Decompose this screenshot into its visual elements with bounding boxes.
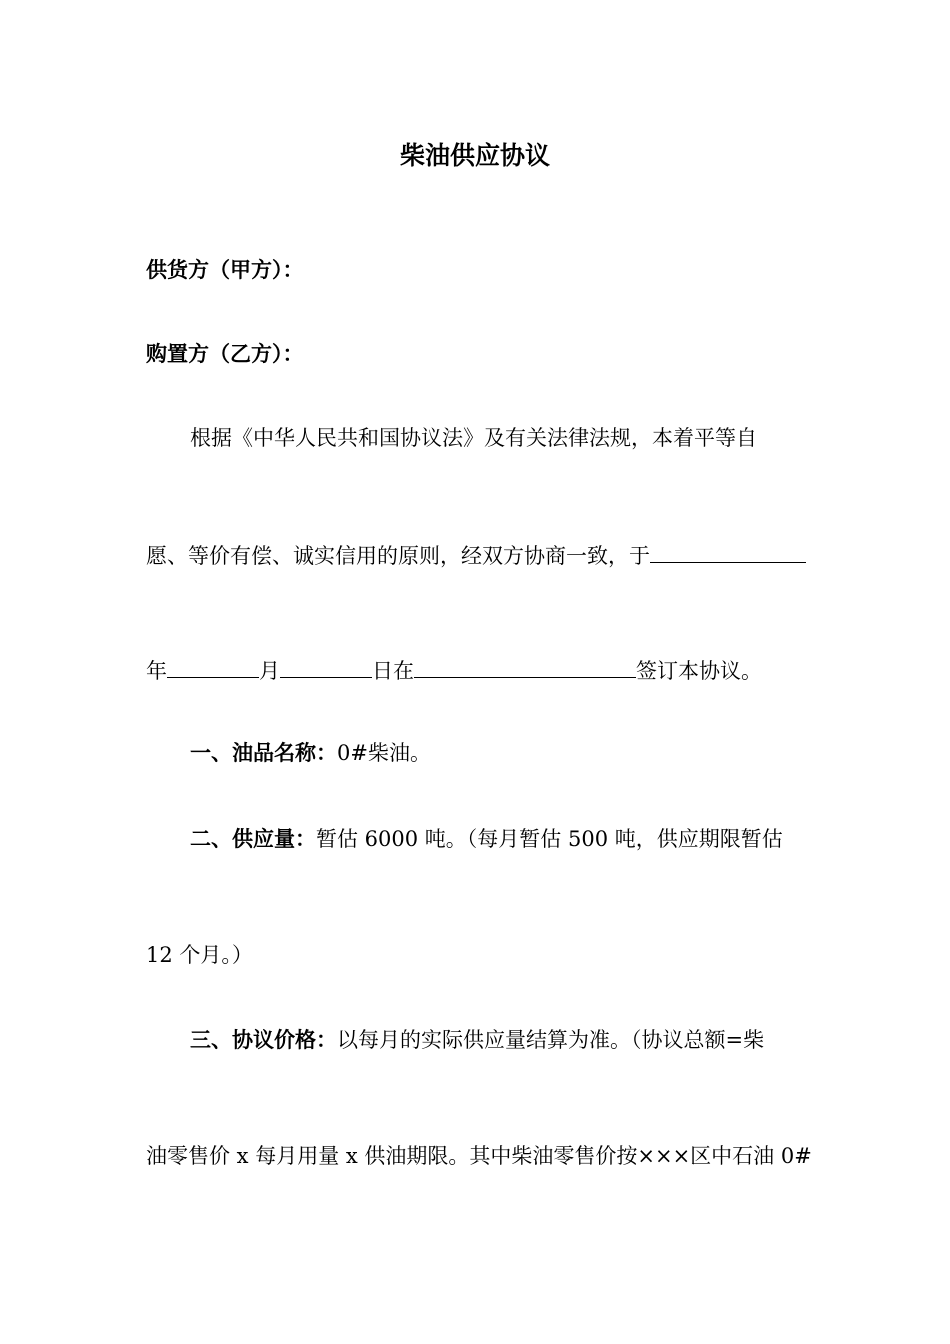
place-blank-field — [414, 655, 636, 678]
year-label: 年 — [146, 659, 167, 683]
day-place-label: 日在 — [372, 659, 414, 683]
year-blank-field — [167, 655, 259, 678]
section-3-heading: 三、协议价格： — [190, 1028, 337, 1052]
section-3 — [190, 1026, 764, 1054]
section-3-line-2: 油零售价 x 每月用量 x 供油期限。其中柴油零售价按×××区中石油 0# — [146, 1144, 812, 1168]
section-1-heading: 一、油品名称： — [190, 741, 337, 765]
sign-text: 签订本协议。 — [636, 659, 762, 683]
date-blank-field — [650, 540, 806, 563]
section-2-line-2: 12 个月。） — [146, 943, 253, 967]
paragraph-1-line-2 — [146, 540, 806, 570]
document-title: 柴油供应协议 — [399, 141, 550, 170]
month-label: 月 — [259, 659, 280, 683]
section-3-text: 以每月的实际供应量结算为准。（协议总额=柴 — [337, 1028, 765, 1052]
section-2-heading: 二、供应量： — [190, 827, 316, 851]
paragraph-1-line-3 — [146, 655, 762, 685]
section-2 — [190, 825, 783, 853]
section-1 — [190, 739, 431, 767]
buyer-label: 购置方（乙方）： — [146, 342, 304, 366]
paragraph-1-line-1: 根据《中华人民共和国协议法》及有关法律法规，本着平等自 — [190, 426, 757, 450]
section-2-text: 暂估 6000 吨。（每月暂估 500 吨，供应期限暂估 — [316, 827, 783, 851]
month-blank-field — [280, 655, 372, 678]
supplier-label: 供货方（甲方）： — [146, 258, 304, 282]
section-1-text: 0#柴油。 — [337, 741, 431, 765]
paragraph-1-line-2-text: 愿、等价有偿、诚实信用的原则，经双方协商一致，于 — [146, 544, 650, 568]
